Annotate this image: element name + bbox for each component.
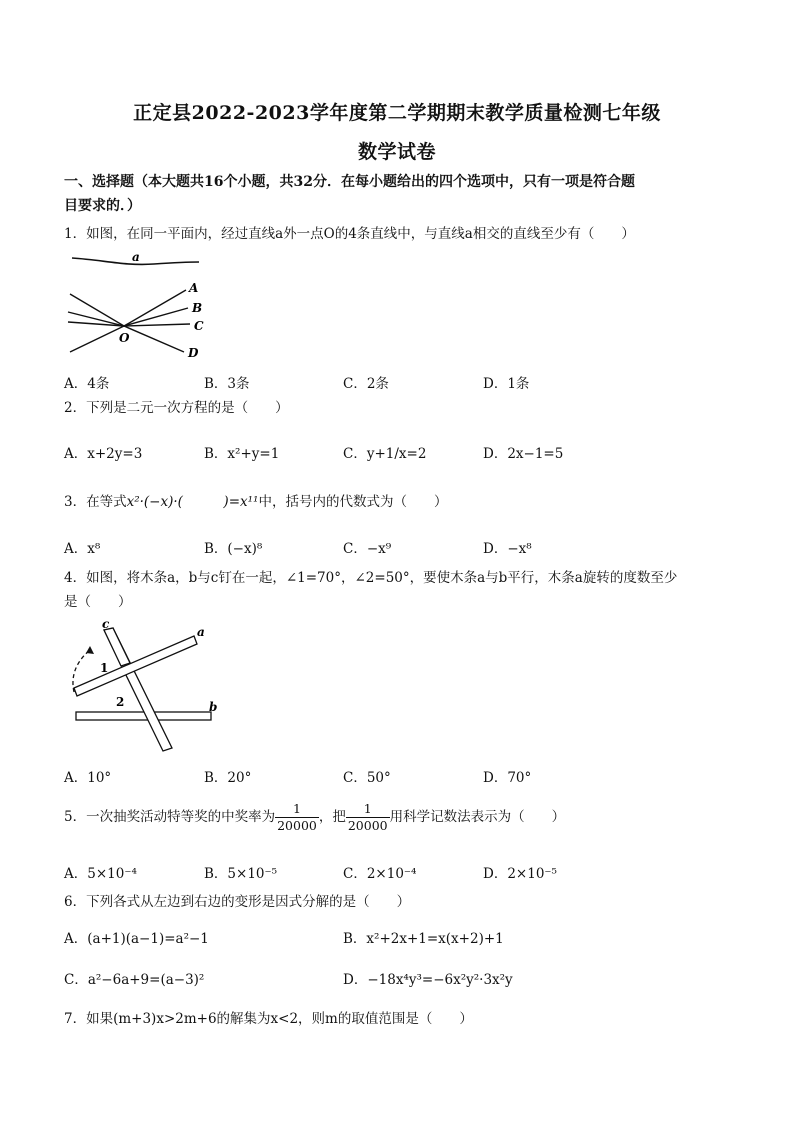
label-b: b [209, 700, 218, 714]
q1-option-b: B．3条 [204, 376, 250, 392]
q1-stem: 1．如图，在同一平面内，经过直线a外一点O的4条直线中，与直线a相交的直线至少有（ ） [64, 226, 635, 242]
q2-option-c: C．y+1/x=2 [343, 446, 427, 462]
q3-stem [64, 492, 447, 512]
q4-option-a: A．10° [64, 770, 112, 786]
q1-option-d: D．1条 [483, 376, 530, 392]
exam-title: 正定县2022-2023学年度第二学期期末教学质量检测七年级 [133, 102, 661, 124]
q3-stem-post: 中，括号内的代数式为（ ） [258, 494, 448, 510]
rotation-arrowhead [86, 646, 94, 654]
label-A: A [189, 281, 199, 295]
label-D: D [188, 346, 199, 360]
q1-figure [64, 248, 214, 366]
q6-option-b: B．x²+2x+1=x(x+2)+1 [343, 931, 504, 947]
q5-stem-post: 用科学记数法表示为（ ） [389, 809, 566, 825]
q5-option-a: A．5×10⁻⁴ [64, 866, 137, 882]
q1-option-a: A．4条 [64, 376, 110, 392]
label-c: c [102, 617, 110, 631]
label-O: O [119, 331, 130, 345]
q1-option-c: C．2条 [343, 376, 389, 392]
q2-stem: 2．下列是二元一次方程的是（ ） [64, 400, 289, 416]
section-heading-line1: 一、选择题（本大题共16个小题，共32分．在每小题给出的四个选项中，只有一项是符合题 [64, 174, 635, 190]
q3-option-b: B．(−x)⁸ [204, 541, 263, 557]
q6-stem: 6．下列各式从左边到右边的变形是因式分解的是（ ） [64, 894, 411, 910]
q6-option-d: D．−18x⁴y³=−6x²y²·3x²y [343, 972, 513, 988]
q5-option-b: B．5×10⁻⁵ [204, 866, 278, 882]
q6-option-c: C．a²−6a+9=(a−3)² [64, 972, 205, 988]
section-heading-line2: 目要求的．） [64, 198, 141, 214]
q5-stem-mid: ，把 [318, 809, 346, 825]
strip-b [76, 712, 211, 720]
q3-option-c: C．−x⁹ [343, 541, 392, 557]
label-B: B [192, 301, 203, 315]
q3-stem-expression: x²·(−x)·( )=x¹¹ [126, 494, 259, 510]
angle-2-label: 2 [116, 695, 125, 709]
q4-option-d: D．70° [483, 770, 532, 786]
label-a: a [132, 250, 140, 264]
q5-fraction-2: $\frac{1}{20000}$ [347, 801, 388, 833]
label-a: a [197, 625, 205, 639]
q5-option-d: D．2×10⁻⁵ [483, 866, 557, 882]
q4-stem-line2: 是（ ） [64, 594, 132, 610]
q4-option-c: C．50° [343, 770, 391, 786]
angle-1-label: 1 [100, 661, 109, 675]
q7-stem: 7．如果(m+3)x>2m+6的解集为x<2，则m的取值范围是（ ） [64, 1011, 473, 1027]
q5-option-c: C．2×10⁻⁴ [343, 866, 417, 882]
q5-fraction-1: $\frac{1}{20000}$ [277, 801, 317, 833]
line-OA [70, 290, 186, 326]
q4-stem-line1: 4．如图，将木条a，b与c钉在一起，∠1=70°，∠2=50°，要使木条a与b平行，木条a旋转的度数至少 [64, 570, 678, 586]
q3-option-d: D．−x⁸ [483, 541, 532, 557]
q2-option-b: B．x²+y=1 [204, 446, 280, 462]
q5-stem-pre: 5．一次抽奖活动特等奖的中奖率为 [64, 809, 276, 825]
q2-option-a: A．x+2y=3 [64, 446, 143, 462]
q4-option-b: B．20° [204, 770, 252, 786]
q2-option-d: D．2x−1=5 [483, 446, 564, 462]
q6-option-a: A．(a+1)(a−1)=a²−1 [64, 931, 209, 947]
q3-stem-pre: 3．在等式 [64, 494, 127, 510]
q4-figure [64, 616, 229, 764]
label-C: C [194, 319, 204, 333]
q3-option-a: A．x⁸ [64, 541, 101, 557]
exam-subtitle: 数学试卷 [357, 141, 436, 163]
q5-stem [64, 800, 565, 834]
